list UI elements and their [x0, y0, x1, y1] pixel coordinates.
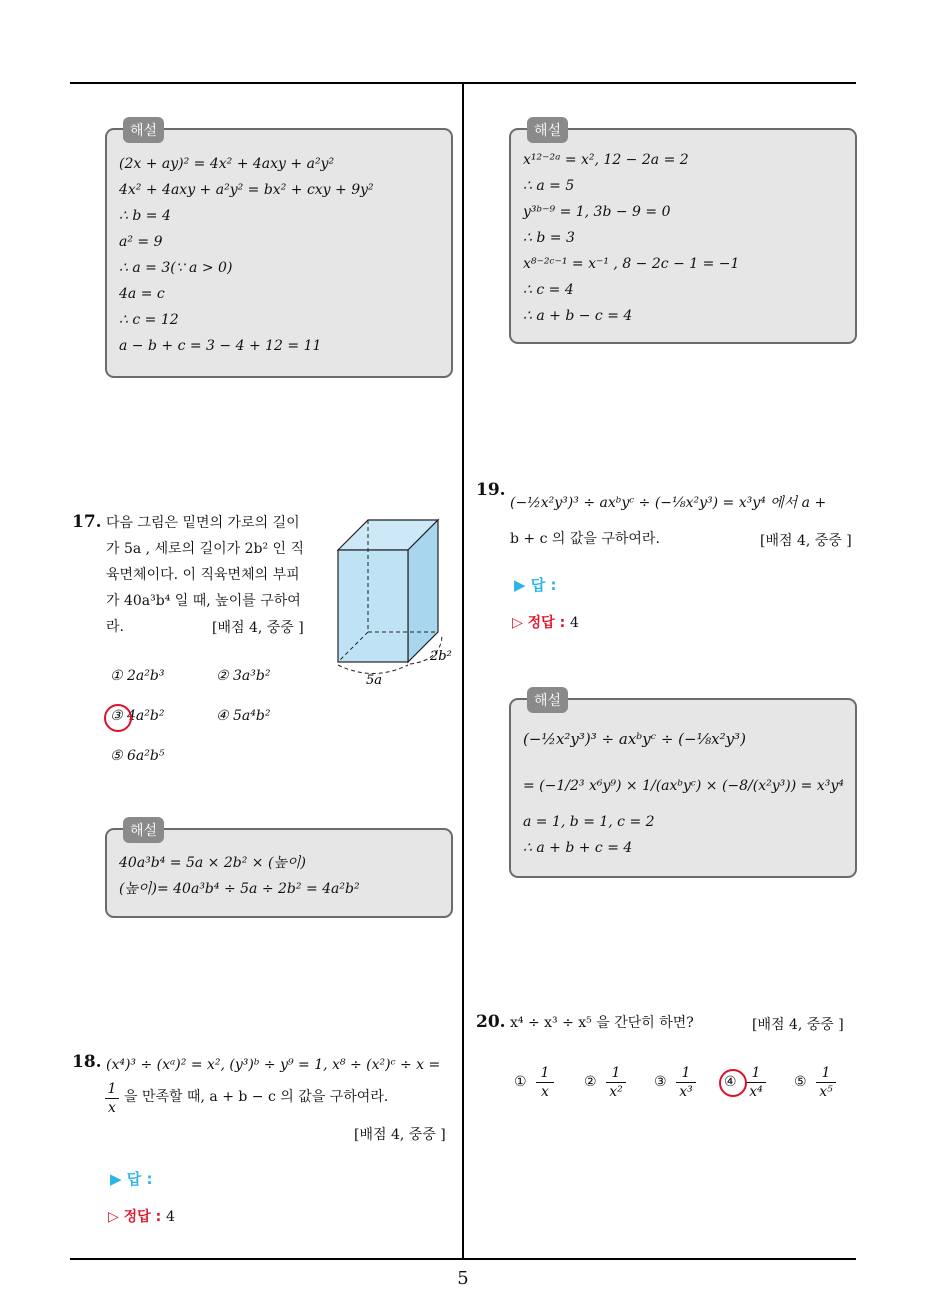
fraction-numerator: 1: [746, 1064, 766, 1083]
solution-box-19: [509, 693, 857, 878]
solution-line: ∴ c = 12: [119, 312, 179, 328]
solution-line: a = 1, b = 1, c = 2: [523, 814, 655, 830]
solution-line: (높이)= 40a³b⁴ ÷ 5a ÷ 2b² = 4a²b²: [119, 881, 360, 897]
solution-line: a² = 9: [119, 234, 163, 250]
figure-label-depth: 2b²: [430, 649, 452, 664]
fraction-denominator: x⁴: [749, 1084, 763, 1100]
solution-tag: 해설: [123, 117, 164, 143]
question-number-19: 19.: [476, 480, 506, 500]
correct-value: 4: [570, 615, 579, 631]
option-17-1[interactable]: ① 2a²b³: [110, 668, 165, 684]
points-label-19: [배점 4, 중중 ]: [760, 533, 852, 549]
option-mark: ①: [514, 1074, 527, 1090]
points-label-20: [배점 4, 중중 ]: [752, 1017, 844, 1033]
solution-line: y³ᵇ⁻⁹ = 1, 3b − 9 = 0: [523, 204, 671, 220]
solution-line: 4x² + 4axy + a²y² = bx² + cxy + 9y²: [119, 182, 374, 198]
question-number-20: 20.: [476, 1012, 506, 1032]
answer-label-18[interactable]: ▶ 답 :: [110, 1170, 153, 1188]
solution-tag: 해설: [123, 817, 164, 843]
question-number-17: 17.: [72, 512, 102, 532]
correct-answer-19: [512, 612, 579, 632]
solution-line: (−½x²y³)³ ÷ axᵇyᶜ ÷ (−⅛x²y³): [523, 730, 746, 748]
fraction-denominator: x³: [679, 1084, 693, 1100]
correct-label: ▷ 정답 :: [512, 615, 566, 631]
solution-tag: 해설: [527, 117, 568, 143]
question-line: 다음 그림은 밑면의 가로의 길이: [106, 515, 300, 531]
solution-line: ∴ b = 3: [523, 230, 575, 246]
option-17-5[interactable]: ⑤ 6a²b⁵: [110, 748, 165, 764]
answer-label-19[interactable]: ▶ 답 :: [514, 576, 557, 594]
answer-circle-icon: [719, 1069, 747, 1097]
fraction-numerator: 1: [536, 1064, 554, 1083]
solution-line: ∴ c = 4: [523, 282, 574, 298]
solution-line: a − b + c = 3 − 4 + 12 = 11: [119, 338, 322, 354]
solution-box-17: [105, 823, 453, 918]
question-19-line1: (−½x²y³)³ ÷ axᵇyᶜ ÷ (−⅛x²y³) = x³y⁴ 에서 a +: [510, 495, 827, 511]
question-number-18: 18.: [72, 1052, 102, 1072]
solution-line: = (−1/2³ x⁶y⁹) × 1/(axᵇyᶜ) × (−8/(x²y³)) = x³y⁴: [523, 778, 844, 794]
fraction-numerator: 1: [606, 1064, 626, 1083]
question-line: 육면체이다. 이 직육면체의 부피: [106, 567, 300, 583]
correct-label: ▷ 정답 :: [108, 1209, 162, 1225]
cuboid-figure: [330, 512, 455, 692]
correct-answer-18: [108, 1206, 175, 1226]
fraction-denominator: x: [541, 1084, 549, 1100]
correct-value: 4: [166, 1209, 175, 1225]
points-label-17: [배점 4, 중중 ]: [212, 620, 304, 636]
solution-box-16: [105, 123, 453, 378]
question-20-text: x⁴ ÷ x³ ÷ x⁵ 을 간단히 하면?: [510, 1015, 694, 1031]
points-label-18: [배점 4, 중중 ]: [354, 1127, 446, 1143]
question-line: 가 5a , 세로의 길이가 2b² 인 직: [106, 541, 305, 557]
question-line: 가 40a³b⁴ 일 때, 높이를 구하여: [106, 593, 301, 609]
question-18-line1: (x⁴)³ ÷ (xᵃ)² = x², (y³)ᵇ ÷ y⁹ = 1, x⁸ ÷ (x²)ᶜ ÷ x =: [106, 1057, 441, 1073]
fraction-numerator: 1: [676, 1064, 696, 1083]
solution-line: x¹²⁻²ᵃ = x², 12 − 2a = 2: [523, 152, 689, 168]
column-divider: [462, 82, 464, 1260]
question-line: 라.: [106, 619, 124, 635]
solution-line: x⁸⁻²ᶜ⁻¹ = x⁻¹ , 8 − 2c − 1 = −1: [523, 256, 740, 272]
question-18-line2: 을 만족할 때, a + b − c 의 값을 구하여라.: [124, 1089, 389, 1105]
solution-line: ∴ b = 4: [119, 208, 171, 224]
fraction-numerator: 1: [816, 1064, 836, 1083]
solution-tag: 해설: [527, 687, 568, 713]
option-mark: ③: [654, 1074, 667, 1090]
option-mark: ②: [584, 1074, 597, 1090]
solution-line: ∴ a = 5: [523, 178, 575, 194]
fraction-denominator: x: [108, 1100, 116, 1116]
fraction-denominator: x⁵: [819, 1084, 833, 1100]
option-17-4[interactable]: ④ 5a⁴b²: [216, 708, 271, 724]
solution-line: (2x + ay)² = 4x² + 4axy + a²y²: [119, 156, 335, 172]
solution-line: 4a = c: [119, 286, 165, 302]
option-17-2[interactable]: ② 3a³b²: [216, 668, 271, 684]
solution-line: ∴ a = 3(∵ a > 0): [119, 260, 233, 276]
fraction-denominator: x²: [609, 1084, 623, 1100]
fraction-numerator: 1: [105, 1080, 119, 1099]
solution-line: ∴ a + b − c = 4: [523, 308, 633, 324]
option-17-3[interactable]: ③ 4a²b²: [110, 708, 165, 724]
answer-circle-icon: [104, 704, 132, 732]
option-mark: ④: [724, 1074, 737, 1090]
question-18-fraction: [105, 1080, 119, 1117]
question-19-line2: b + c 의 값을 구하여라.: [510, 531, 660, 547]
solution-line: ∴ a + b + c = 4: [523, 840, 633, 856]
bottom-rule: [70, 1258, 856, 1260]
option-mark: ⑤: [794, 1074, 807, 1090]
page-number: 5: [457, 1268, 469, 1289]
solution-line: 40a³b⁴ = 5a × 2b² × (높이): [119, 855, 306, 871]
solution-box-top-right: [509, 123, 857, 344]
figure-label-width: 5a: [366, 673, 383, 688]
